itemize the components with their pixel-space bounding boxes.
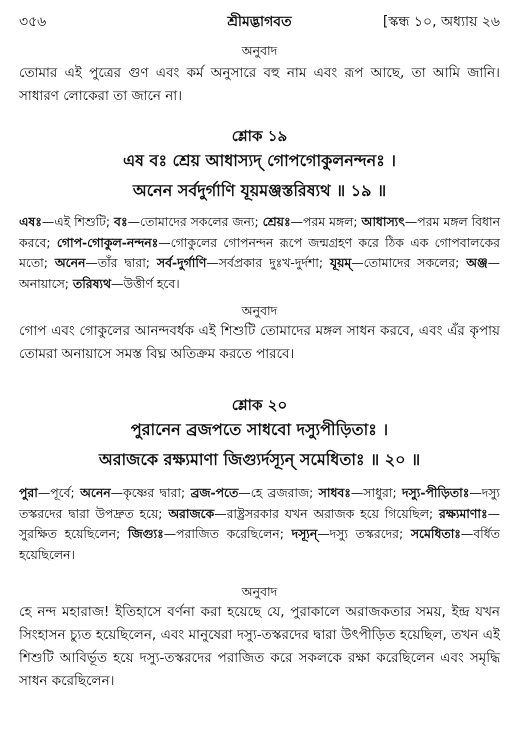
verse-19-synonyms: এষঃ—এই শিশুটি; বঃ—তোমাদের সকলের জন্য; শ্রেয়ঃ—পরম মঙ্গল; আধাস্যৎ—পরম মঙ্গল বিধান করবে; গোপ-গোকুল-নন্দনঃ—গোকুলের গোপনন্দন রূপে জন্মগ্রহণ করে ঠিক এক গোপবালকের মতো; অনেন—তাঁর দ্বারা; সর্ব-দুর্গাণি—সর্বপ্রকার দুঃখ-দুর্দশা; যূয়ম্—তোমাদের সকলের; অঞ্জ—অনায়াসে; তরিষ্যথ—উত্তীর্ণ হবে।: [19, 214, 501, 291]
verse-20-label: শ্লোক ২০: [231, 396, 288, 414]
translation-heading: অনুবাদ: [241, 43, 278, 58]
verse-19-label: শ্লোক ১৯: [231, 127, 288, 145]
verse-19-translation: গোপ এবং গোকুলের আনন্দবর্ধক এই শিশুটি তোমাদের মঙ্গল সাধন করবে, এবং এঁর কৃপায় তোমরা অনায়াসে সমস্ত বিঘ্ন অতিক্রম করতে পারবে।: [19, 323, 500, 362]
verse-19-line-1: এষ বঃ শ্রেয় আধাস্যদ্ গোপগোকুলনন্দনঃ ।: [122, 151, 397, 170]
verse-20-line-2: অরাজকে রক্ষ্যমাণা জিগ্যুর্দস্যূন্ সমেধিতাঃ ॥ ২০ ॥: [98, 450, 421, 469]
verse-19-translation-heading: অনুবাদ: [241, 303, 278, 318]
verse-20-line-1: পুরানেন ব্রজপতে সাধবো দস্যুপীড়িতাঃ ।: [130, 420, 389, 439]
page-header: [19, 10, 500, 36]
page-number: ৩৫৬: [19, 14, 47, 30]
verse-19-line-2: অনেন সর্বদুর্গাণি যূয়মঞ্জস্তরিষ্যথ ॥ ১৯ ॥: [132, 181, 387, 200]
chapter-reference: [স্কন্ধ ১০, অধ্যায় ২৬: [382, 14, 500, 30]
translation-text: তোমার এই পুত্রের গুণ এবং কর্ম অনুসারে বহু নাম এবং রূপ আছে, তা আমি জানি। সাধারণ লোকেরা তা জানে না।: [19, 65, 500, 104]
verse-20-translation: হে নন্দ মহারাজ! ইতিহাসে বর্ণনা করা হয়েছে যে, পুরাকালে অরাজকতার সময়, ইন্দ্র যখন সিংহাসন চ্যুত হয়েছিলেন, এবং মানুষেরা দস্যু-তস্করদের দ্বারা উৎপীড়িত হয়েছিল, তখন এই শিশুটি আবির্ভূত হয়ে দস্যু-তস্করদের পরাজিত করে সকলকে রক্ষা করেছিলেন এবং সমৃদ্ধি সাধন করেছিলেন।: [19, 604, 500, 689]
book-title: শ্রীমদ্ভাগবত: [227, 14, 292, 30]
verse-20-synonyms: পুরা—পূর্বে; অনেন—কৃষ্ণের দ্বারা; ব্রজ-পতে—হে ব্রজরাজ; সাধবঃ—সাধুরা; দস্যু-পীড়িতাঃ—দস্যু তস্করদের দ্বারা উপদ্রুত হয়ে; অরাজকে—রাষ্ট্রসরকার যখন অরাজক হয়ে গিয়েছিল; রক্ষ্যমাণাঃ—সুরক্ষিত হয়েছিলেন; জিগ্যুঃ—পরাজিত করেছিলেন; দস্যূন্—দস্যু তস্করদের; সমেধিতাঃ—বর্ধিত হয়েছিলেন।: [19, 485, 500, 562]
verse-20-translation-heading: অনুবাদ: [241, 584, 278, 599]
